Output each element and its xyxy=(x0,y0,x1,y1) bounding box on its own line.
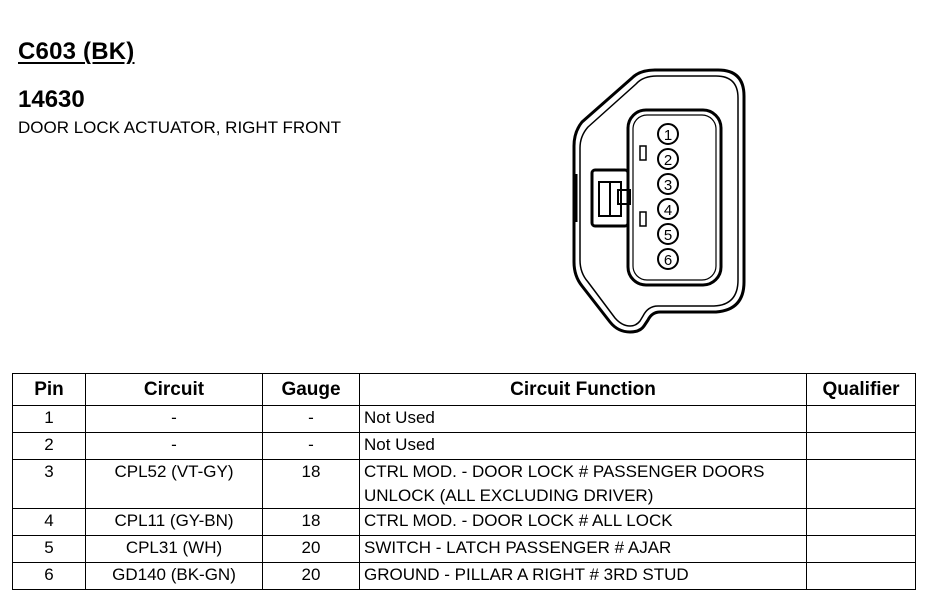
cell-pin: 6 xyxy=(13,563,86,590)
cell-gauge: 20 xyxy=(263,563,360,590)
cell-circuit: CPL11 (GY-BN) xyxy=(86,509,263,536)
component-description: DOOR LOCK ACTUATOR, RIGHT FRONT xyxy=(18,118,342,137)
cell-function: SWITCH - LATCH PASSENGER # AJAR xyxy=(360,536,807,563)
table-row xyxy=(13,509,916,536)
cell-qualifier xyxy=(807,536,916,563)
cell-gauge: - xyxy=(263,406,360,433)
connector-id: C603 (BK) xyxy=(18,38,135,65)
cell-qualifier xyxy=(807,509,916,536)
cell-function: Not Used xyxy=(360,433,807,460)
cell-function: CTRL MOD. - DOOR LOCK # PASSENGER DOORS UNLOCK (ALL EXCLUDING DRIVER) xyxy=(360,460,807,509)
cell-gauge: 18 xyxy=(263,509,360,536)
pin-label: 4 xyxy=(663,202,673,219)
cell-circuit: CPL52 (VT-GY) xyxy=(86,460,263,509)
header-circuit: Circuit xyxy=(86,374,263,406)
keying-notch xyxy=(640,212,646,226)
cell-function: GROUND - PILLAR A RIGHT # 3RD STUD xyxy=(360,563,807,590)
table-header-row xyxy=(13,374,916,406)
pin-label: 5 xyxy=(663,227,673,244)
cell-pin: 3 xyxy=(13,460,86,509)
pin-cavity-1 xyxy=(658,124,678,144)
part-number: 14630 xyxy=(18,86,85,113)
cell-pin: 2 xyxy=(13,433,86,460)
cell-qualifier xyxy=(807,433,916,460)
table-row xyxy=(13,406,916,433)
pin-label: 2 xyxy=(663,152,673,169)
cell-circuit: - xyxy=(86,406,263,433)
cell-qualifier xyxy=(807,406,916,433)
cell-pin: 1 xyxy=(13,406,86,433)
pin-label: 1 xyxy=(663,127,673,144)
pin-cavity-6 xyxy=(658,249,678,269)
cell-qualifier xyxy=(807,563,916,590)
pin-cavity-5 xyxy=(658,224,678,244)
table-row xyxy=(13,460,916,509)
connector-face-diagram xyxy=(560,62,770,338)
cell-gauge: - xyxy=(263,433,360,460)
table-row xyxy=(13,433,916,460)
cell-pin: 4 xyxy=(13,509,86,536)
cell-circuit: GD140 (BK-GN) xyxy=(86,563,263,590)
table-row xyxy=(13,536,916,563)
cell-circuit: CPL31 (WH) xyxy=(86,536,263,563)
pinout-table xyxy=(12,373,916,590)
pin-cavity-4 xyxy=(658,199,678,219)
cell-qualifier xyxy=(807,460,916,509)
header-circuit-function: Circuit Function xyxy=(360,374,807,406)
header-gauge: Gauge xyxy=(263,374,360,406)
table-row xyxy=(13,563,916,590)
keying-notch xyxy=(640,146,646,160)
cell-function: CTRL MOD. - DOOR LOCK # ALL LOCK xyxy=(360,509,807,536)
pin-cavity-2 xyxy=(658,149,678,169)
pin-cavity-3 xyxy=(658,174,678,194)
header-pin: Pin xyxy=(13,374,86,406)
cell-function: Not Used xyxy=(360,406,807,433)
pin-label: 3 xyxy=(663,177,673,194)
cell-gauge: 20 xyxy=(263,536,360,563)
cell-gauge: 18 xyxy=(263,460,360,509)
cell-pin: 5 xyxy=(13,536,86,563)
header-qualifier: Qualifier xyxy=(807,374,916,406)
cell-circuit: - xyxy=(86,433,263,460)
pin-label: 6 xyxy=(663,252,673,269)
